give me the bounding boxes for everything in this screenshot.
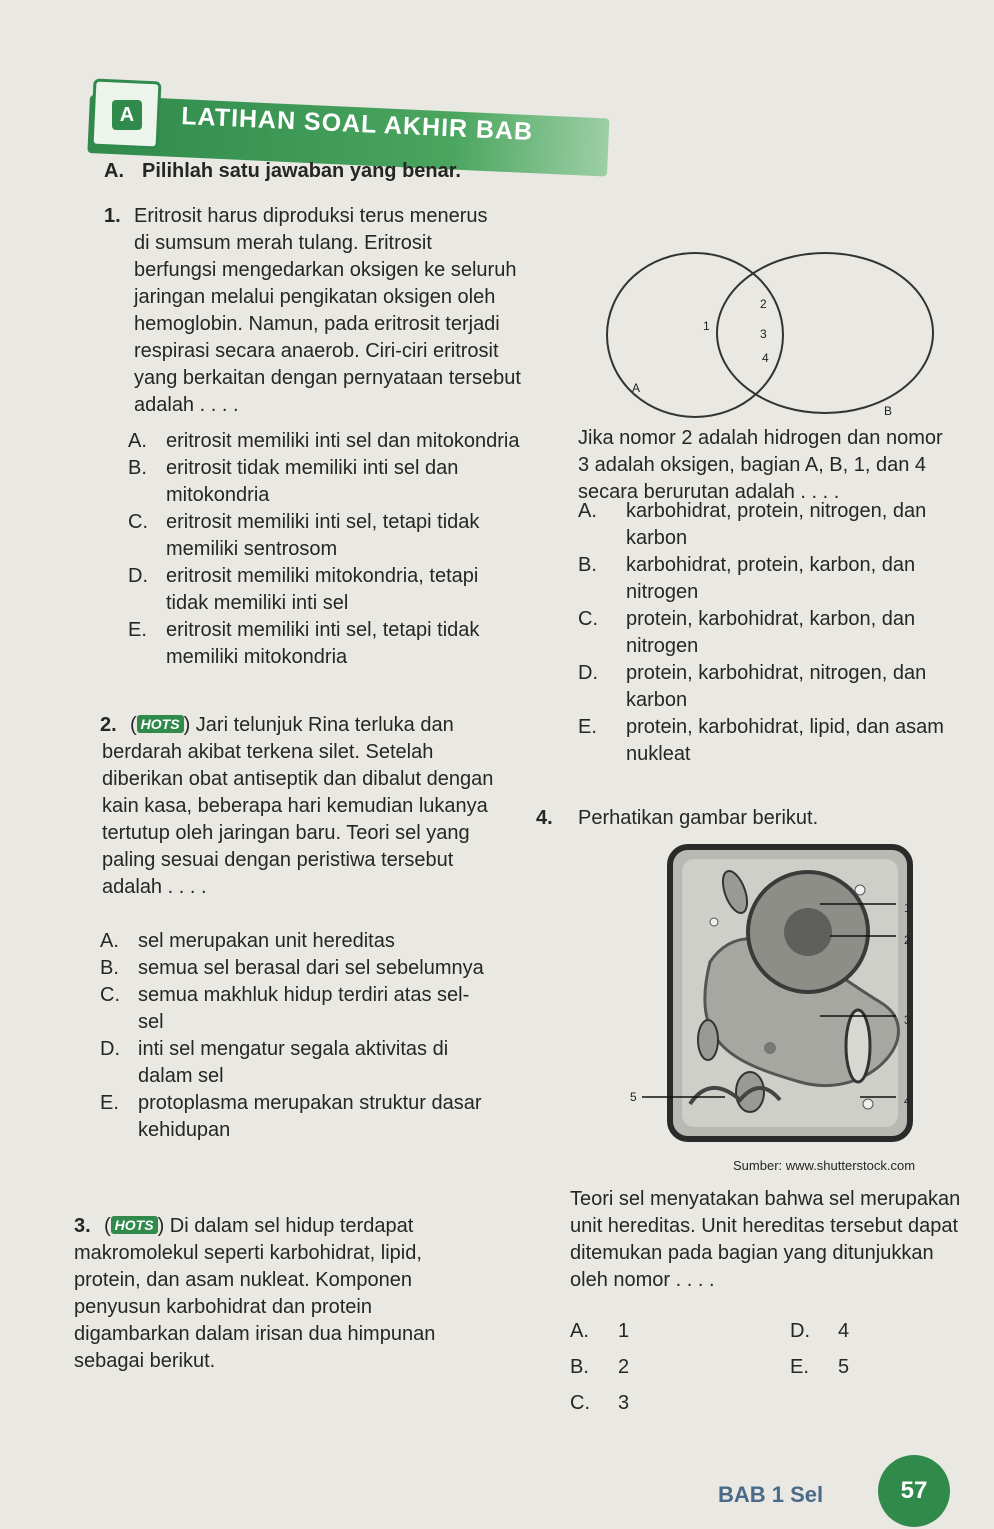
cell-label-3: 3 — [904, 1013, 911, 1027]
q3-options — [578, 498, 978, 768]
q3-stem-line: penyusun karbohidrat dan protein — [74, 1296, 372, 1318]
option-letter: E. — [128, 619, 147, 641]
q3-stem-line: ) Di dalam sel hidup terdapat — [157, 1215, 414, 1237]
q2-stem-line: berdarah akibat terkena silet. Setelah — [102, 741, 434, 763]
option-text: memiliki sentrosom — [166, 538, 338, 560]
nucleolus — [784, 908, 832, 956]
option-text: memiliki mitokondria — [166, 646, 348, 668]
q1-stem-line: Eritrosit harus diproduksi terus menerus — [134, 205, 488, 227]
option-text: semua makhluk hidup terdiri atas sel- — [138, 984, 470, 1006]
q1-option-b[interactable] — [128, 455, 528, 509]
option-text: karbohidrat, protein, nitrogen, dan — [626, 500, 927, 522]
set-b-circle — [717, 253, 933, 413]
vesicle — [855, 885, 865, 895]
figure-source: Sumber: www.shutterstock.com — [733, 1158, 916, 1173]
option-text: karbon — [626, 689, 688, 711]
q3-continuation — [578, 425, 978, 506]
q2-stem-line: diberikan obat antiseptik dan dibalut dengan — [102, 768, 494, 790]
q3-cont-line: Jika nomor 2 adalah hidrogen dan nomor — [578, 427, 943, 449]
q4-body — [570, 1186, 980, 1294]
vesicle — [863, 1099, 873, 1109]
option-text: inti sel mengatur segala aktivitas di — [138, 1038, 449, 1060]
option-text: dalam sel — [138, 1065, 224, 1087]
option-text: nitrogen — [626, 581, 699, 603]
section-instruction: Pilihlah satu jawaban yang benar. — [142, 160, 461, 182]
q1-option-e[interactable] — [128, 617, 528, 671]
option-text: sel merupakan unit hereditas — [138, 930, 395, 952]
cell-label-4: 4 — [904, 1094, 911, 1108]
option-text: karbon — [626, 527, 688, 549]
option-text: kehidupan — [138, 1119, 231, 1141]
q1-stem-line: hemoglobin. Namun, pada eritrosit terjadi — [134, 313, 500, 335]
q1-option-a[interactable] — [128, 428, 528, 455]
q3-option-d[interactable] — [578, 660, 978, 714]
option-letter: E. — [578, 716, 597, 738]
q2-stem: ( HOTS ) Jari telunjuk Rina terluka dan — [130, 714, 454, 736]
option-text: protein, karbohidrat, nitrogen, dan — [626, 662, 927, 684]
q2-option-c[interactable] — [100, 982, 520, 1036]
option-text: nukleat — [626, 743, 691, 765]
q4-body-line: ditemukan pada bagian yang ditunjukkan — [570, 1242, 934, 1264]
hots-badge: HOTS — [111, 1216, 158, 1234]
venn-label-2: 2 — [760, 297, 767, 311]
chapter-label: BAB 1 Sel — [718, 1482, 824, 1507]
q2-number: 2. — [100, 714, 117, 736]
q1-options — [128, 428, 528, 671]
q3-number: 3. — [74, 1215, 91, 1237]
option-text: eritrosit tidak memiliki inti sel dan — [166, 457, 459, 479]
q2-stem-line: kain kasa, beberapa hari kemudian lukanya — [102, 795, 488, 817]
q1-number: 1. — [104, 205, 121, 227]
option-text: semua sel berasal dari sel sebelumnya — [138, 957, 484, 979]
option-letter: B. — [100, 957, 119, 979]
q1-option-c[interactable] — [128, 509, 528, 563]
q1-stem-line: jaringan melalui pengikatan oksigen oleh — [134, 286, 496, 308]
q1-option-d[interactable] — [128, 563, 528, 617]
option-letter: C. — [128, 511, 148, 533]
q4-stem: Perhatikan gambar berikut. — [578, 807, 819, 829]
q1-stem-line: di sumsum merah tulang. Eritrosit — [134, 232, 432, 254]
q2-stem-rest — [102, 739, 522, 901]
option-letter: C. — [570, 1392, 590, 1414]
q2-stem-line: paling sesuai dengan peristiwa tersebut — [102, 849, 454, 871]
q4-option-c[interactable] — [570, 1390, 629, 1417]
q4-body-line: oleh nomor . . . . — [570, 1269, 715, 1291]
venn-label-1: 1 — [703, 319, 710, 333]
q3-cont-line: secara berurutan adalah . . . . — [578, 481, 840, 503]
q3-cont-line: 3 adalah oksigen, bagian A, B, 1, dan 4 — [578, 454, 927, 476]
q2-stem-line: adalah . . . . — [102, 876, 207, 898]
cell-label-2: 2 — [904, 933, 911, 947]
option-letter: B. — [578, 554, 597, 576]
option-text: mitokondria — [166, 484, 270, 506]
option-text: 5 — [838, 1356, 850, 1378]
option-text: 1 — [618, 1320, 630, 1342]
option-letter: E. — [790, 1356, 809, 1378]
option-letter: B. — [570, 1356, 589, 1378]
option-letter: C. — [578, 608, 598, 630]
option-letter: A. — [578, 500, 597, 522]
option-text: protein, karbohidrat, lipid, dan asam — [626, 716, 944, 738]
cell-label-5: 5 — [630, 1090, 637, 1104]
option-letter: C. — [100, 984, 120, 1006]
option-text: eritrosit memiliki inti sel dan mitokondria — [166, 430, 520, 452]
option-text: protein, karbohidrat, karbon, dan — [626, 608, 916, 630]
q3-stem-line: digambarkan dalam irisan dua himpunan — [74, 1323, 436, 1345]
q2-options — [100, 928, 520, 1144]
option-text: protoplasma merupakan struktur dasar — [138, 1092, 482, 1114]
option-letter: A. — [100, 930, 119, 952]
hots-badge: HOTS — [137, 715, 184, 733]
q1-stem-line: respirasi secara anaerob. Ciri-ciri eritrosit — [134, 340, 499, 362]
section-label: A. — [104, 160, 124, 182]
q1-stem-line: adalah . . . . — [134, 394, 239, 416]
q3-option-b[interactable] — [578, 552, 978, 606]
q2-stem-line: ) Jari telunjuk Rina terluka dan — [183, 714, 454, 736]
venn-label-4: 4 — [762, 351, 769, 365]
option-letter: A. — [128, 430, 147, 452]
mitochondrion-large — [846, 1010, 870, 1082]
option-letter: D. — [100, 1038, 120, 1060]
venn-diagram — [600, 250, 940, 425]
option-letter: A. — [570, 1320, 589, 1342]
q2-option-e[interactable] — [100, 1090, 520, 1144]
option-letter: D. — [578, 662, 598, 684]
q4-option-e[interactable] — [790, 1354, 849, 1381]
option-text: 2 — [618, 1356, 630, 1378]
q2-stem-line: tertutup oleh jaringan baru. Teori sel yang — [102, 822, 470, 844]
option-text: nitrogen — [626, 635, 699, 657]
q3-stem-line: makromolekul seperti karbohidrat, lipid, — [74, 1242, 422, 1264]
page-number: 57 — [878, 1455, 950, 1527]
q3-stem-rest — [74, 1240, 514, 1375]
option-text: karbohidrat, protein, karbon, dan — [626, 554, 916, 576]
q1-stem-line: yang berkaitan dengan pernyataan tersebut — [134, 367, 521, 389]
q1-stem-line: berfungsi mengedarkan oksigen ke seluruh — [134, 259, 517, 281]
q3-option-e[interactable] — [578, 714, 978, 768]
option-letter: D. — [790, 1320, 810, 1342]
q3-stem: ( HOTS ) Di dalam sel hidup terdapat — [104, 1215, 414, 1237]
vesicle — [764, 1042, 776, 1054]
cell-label-1: 1 — [904, 901, 911, 915]
animal-cell-figure — [630, 842, 930, 1162]
option-text: eritrosit memiliki inti sel, tetapi tidak — [166, 511, 480, 533]
q3-stem-line: sebagai berikut. — [74, 1350, 216, 1372]
option-letter: E. — [100, 1092, 119, 1114]
option-text: 4 — [838, 1320, 850, 1342]
q2-option-b[interactable] — [100, 955, 520, 982]
badge-letter: A — [112, 100, 142, 130]
q4-option-a[interactable] — [570, 1318, 629, 1345]
venn-label-3: 3 — [760, 327, 767, 341]
q4-body-line: unit hereditas. Unit hereditas tersebut dapat — [570, 1215, 959, 1237]
q4-number: 4. — [536, 807, 553, 829]
page-title: LATIHAN SOAL AKHIR BAB — [180, 102, 534, 146]
mitochondrion — [698, 1020, 718, 1060]
q2-option-d[interactable] — [100, 1036, 520, 1090]
option-text: tidak memiliki inti sel — [166, 592, 349, 614]
option-text: sel — [138, 1011, 164, 1033]
venn-label-b: B — [884, 404, 893, 418]
q3-option-a[interactable] — [578, 498, 978, 552]
option-letter: D. — [128, 565, 148, 587]
q3-option-c[interactable] — [578, 606, 978, 660]
option-letter: B. — [128, 457, 147, 479]
q4-option-b[interactable] — [570, 1354, 629, 1381]
venn-label-a: A — [632, 381, 641, 395]
vesicle — [710, 918, 718, 926]
option-text: 3 — [618, 1392, 630, 1414]
option-text: eritrosit memiliki inti sel, tetapi tidak — [166, 619, 480, 641]
option-text: eritrosit memiliki mitokondria, tetapi — [166, 565, 479, 587]
q3-stem-line: protein, dan asam nukleat. Komponen — [74, 1269, 412, 1291]
q4-option-d[interactable] — [790, 1318, 849, 1345]
q1-stem — [134, 203, 524, 419]
q2-option-a[interactable] — [100, 928, 520, 955]
q4-body-line: Teori sel menyatakan bahwa sel merupakan — [570, 1188, 961, 1210]
